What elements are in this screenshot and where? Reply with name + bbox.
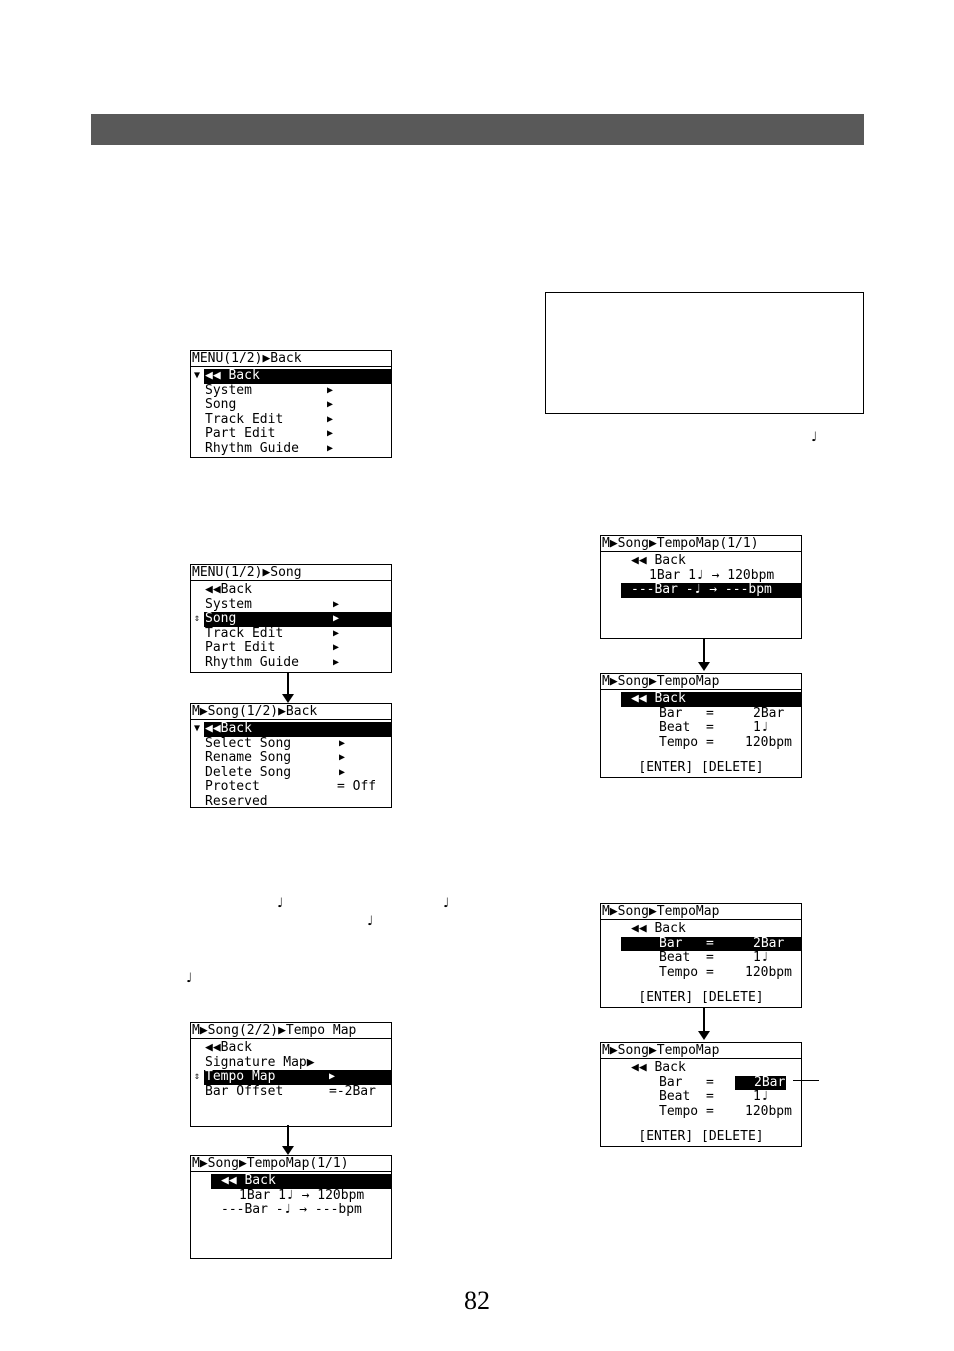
- lcd-tempomap-list: [190, 1155, 392, 1259]
- lcd-tempo-edit-bar-value: [600, 1042, 802, 1147]
- param-label: Tempo =: [659, 1103, 714, 1119]
- submenu-arrow-icon: ▶: [339, 766, 346, 778]
- scroll-updown-icon: ⇕: [193, 1071, 201, 1082]
- menu-item-signature-map[interactable]: [191, 1056, 391, 1071]
- menu-item-label: ◀◀ Back: [631, 1060, 686, 1075]
- menu-item-back[interactable]: [191, 722, 391, 737]
- edit-bar-row[interactable]: [601, 1076, 801, 1091]
- quarter-note-symbol: ♩: [186, 971, 193, 986]
- bar-value: 2Bar: [753, 705, 785, 721]
- menu-item-label: ◀◀Back: [205, 721, 252, 736]
- submenu-arrow-icon: ▶: [327, 399, 334, 410]
- param-label: Beat =: [659, 950, 714, 965]
- menu-item-label: ◀◀Back: [205, 582, 252, 597]
- menu-item-label: Tempo Map: [205, 1069, 276, 1084]
- lcd-title: M▶Song(2/2)▶Tempo Map: [191, 1023, 391, 1039]
- submenu-arrow-icon: ▶: [339, 737, 346, 749]
- tempomap-back[interactable]: [191, 1174, 391, 1189]
- beat-value: 1♩: [753, 1089, 769, 1104]
- edit-back[interactable]: [601, 922, 801, 937]
- note-box: [545, 292, 864, 414]
- menu-item-rhythm-guide[interactable]: [191, 656, 391, 671]
- menu-item-part-edit[interactable]: [191, 427, 391, 442]
- edit-tempo-row[interactable]: [601, 966, 801, 981]
- menu-item-protect[interactable]: [191, 780, 391, 795]
- edit-back[interactable]: [601, 1061, 801, 1076]
- menu-item-back[interactable]: [191, 369, 391, 384]
- flow-arrow: [703, 639, 705, 663]
- lcd-menu-back: [190, 350, 392, 458]
- beat-value: 1♩: [753, 950, 769, 965]
- lcd-title: M▶Song▶TempoMap(1/1): [191, 1156, 391, 1172]
- param-label: Bar =: [659, 935, 714, 951]
- bar-value-cursor[interactable]: 2Bar: [735, 1076, 786, 1091]
- param-label: Bar =: [659, 705, 714, 721]
- menu-item-track-edit[interactable]: [191, 627, 391, 642]
- lcd-song-tempo-map: [190, 1022, 392, 1127]
- param-label: Tempo =: [659, 964, 714, 980]
- tempo-event-label: ---Bar -♩ → ---bpm: [631, 582, 772, 597]
- lcd-song-back: [190, 703, 392, 808]
- tempomap-event-row[interactable]: [191, 1189, 391, 1204]
- lcd-tempo-edit-back: [600, 673, 802, 778]
- tempo-event-label: ---Bar -♩ → ---bpm: [221, 1202, 362, 1217]
- submenu-arrow-icon: ▶: [327, 428, 334, 439]
- protect-value: = Off: [337, 779, 377, 794]
- edit-tempo-row[interactable]: [601, 736, 801, 751]
- tempomap-new-row[interactable]: [601, 583, 801, 598]
- scroll-updown-icon: ⇕: [193, 613, 201, 624]
- lcd-tempo-edit-bar: [600, 903, 802, 1008]
- menu-item-label: System: [205, 382, 252, 398]
- lcd-title: M▶Song▶TempoMap: [601, 1043, 801, 1059]
- quarter-note-symbol: ♩: [277, 896, 284, 911]
- menu-item-reserved: [191, 795, 391, 809]
- menu-item-label: Track Edit: [205, 411, 284, 427]
- menu-item-tempo-map[interactable]: [191, 1070, 391, 1085]
- menu-item-track-edit[interactable]: [191, 413, 391, 428]
- tempomap-new-row[interactable]: [191, 1203, 391, 1218]
- menu-item-rename-song[interactable]: [191, 751, 391, 766]
- menu-item-label: Part Edit: [205, 640, 276, 655]
- section-header-bar: [91, 114, 864, 145]
- menu-item-label: Signature Map▶: [205, 1054, 315, 1070]
- tempomap-event-row[interactable]: [601, 569, 801, 584]
- callout-line: [793, 1080, 819, 1081]
- edit-beat-row[interactable]: [601, 1090, 801, 1105]
- edit-back[interactable]: [601, 692, 801, 707]
- param-label: Beat =: [659, 1089, 714, 1104]
- menu-item-select-song[interactable]: [191, 737, 391, 752]
- menu-item-label: ◀◀ Back: [631, 921, 686, 936]
- menu-item-label: Song: [205, 397, 237, 412]
- lcd-title: MENU(1/2)▶Song: [191, 565, 391, 581]
- scroll-down-icon: ▼: [193, 723, 201, 734]
- submenu-arrow-icon: ▶: [339, 752, 346, 763]
- menu-item-label: Song: [205, 611, 237, 626]
- enter-delete-hint: [ENTER] [DELETE]: [638, 1129, 764, 1144]
- lcd-title: M▶Song▶TempoMap: [601, 904, 801, 920]
- menu-item-label: Rename Song: [205, 750, 292, 765]
- menu-item-bar-offset[interactable]: [191, 1085, 391, 1100]
- submenu-arrow-icon: ▶: [333, 627, 340, 639]
- edit-bar-row[interactable]: [601, 937, 801, 952]
- flow-arrow: [703, 1008, 705, 1032]
- menu-item-part-edit[interactable]: [191, 641, 391, 656]
- quarter-note-symbol: ♩: [443, 896, 450, 911]
- menu-item-label: Reserved: [205, 793, 268, 808]
- menu-item-back[interactable]: [191, 1041, 391, 1056]
- page-number: 82: [464, 1286, 490, 1315]
- menu-item-rhythm-guide[interactable]: [191, 442, 391, 457]
- lcd-menu-song: [190, 564, 392, 673]
- menu-item-label: ◀◀ Back: [631, 691, 686, 706]
- submenu-arrow-icon: ▶: [327, 413, 334, 425]
- param-label: Tempo =: [659, 734, 714, 750]
- lcd-tempomap-list-new: [600, 535, 802, 639]
- menu-item-label: Part Edit: [205, 426, 276, 441]
- flow-arrow: [287, 673, 289, 695]
- menu-item-label: ◀◀ Back: [631, 553, 686, 568]
- tempo-value: 120bpm: [745, 1103, 792, 1119]
- tempo-value: 120bpm: [745, 734, 792, 750]
- menu-item-label: Rhythm Guide: [205, 440, 299, 456]
- menu-item-label: Delete Song: [205, 764, 292, 780]
- submenu-arrow-icon: ▶: [333, 642, 340, 653]
- lcd-title: M▶Song▶TempoMap: [601, 674, 801, 690]
- menu-item-label: System: [205, 596, 252, 612]
- quarter-note-symbol: ♩: [811, 430, 818, 445]
- menu-item-song[interactable]: [191, 612, 391, 627]
- bar-offset-value: =-2Bar: [329, 1083, 376, 1099]
- tempo-event-label: 1Bar 1♩ → 120bpm: [239, 1187, 365, 1203]
- menu-item-label: Bar Offset: [205, 1083, 284, 1099]
- submenu-arrow-icon: ▶: [327, 442, 334, 454]
- submenu-arrow-icon: ▶: [327, 384, 334, 396]
- edit-bar-row[interactable]: [601, 707, 801, 722]
- lcd-title: M▶Song(1/2)▶Back: [191, 704, 391, 720]
- param-label: Beat =: [659, 720, 714, 735]
- submenu-arrow-icon: ▶: [329, 1071, 336, 1082]
- menu-item-system[interactable]: [191, 598, 391, 613]
- tempo-event-label: 1Bar 1♩ → 120bpm: [649, 567, 775, 583]
- quarter-note-symbol: ♩: [367, 914, 374, 929]
- enter-delete-hint: [ENTER] [DELETE]: [638, 760, 764, 775]
- edit-beat-row[interactable]: [601, 721, 801, 736]
- scroll-down-icon: ▼: [193, 370, 201, 381]
- tempo-value: 120bpm: [745, 964, 792, 980]
- flow-arrow: [287, 1125, 289, 1147]
- menu-item-label: Track Edit: [205, 625, 284, 641]
- menu-item-system[interactable]: [191, 384, 391, 399]
- edit-beat-row[interactable]: [601, 951, 801, 966]
- menu-item-song[interactable]: [191, 398, 391, 413]
- menu-item-label: ◀◀ Back: [205, 368, 260, 383]
- menu-item-label: Rhythm Guide: [205, 654, 299, 670]
- menu-item-label: Select Song: [205, 735, 292, 751]
- bar-value: 2Bar: [753, 935, 785, 951]
- submenu-arrow-icon: ▶: [333, 656, 340, 668]
- lcd-title: MENU(1/2)▶Back: [191, 351, 391, 367]
- lcd-title: M▶Song▶TempoMap(1/1): [601, 536, 801, 552]
- submenu-arrow-icon: ▶: [333, 613, 340, 624]
- submenu-arrow-icon: ▶: [333, 598, 340, 610]
- menu-item-label: ◀◀ Back: [221, 1173, 276, 1188]
- tempomap-back[interactable]: [601, 554, 801, 569]
- edit-tempo-row[interactable]: [601, 1105, 801, 1120]
- param-label: Bar =: [659, 1074, 714, 1090]
- menu-item-label: ◀◀Back: [205, 1040, 252, 1055]
- menu-item-label: Protect: [205, 779, 260, 794]
- menu-item-delete-song[interactable]: [191, 766, 391, 781]
- menu-item-back[interactable]: [191, 583, 391, 598]
- enter-delete-hint: [ENTER] [DELETE]: [638, 990, 764, 1005]
- beat-value: 1♩: [753, 720, 769, 735]
